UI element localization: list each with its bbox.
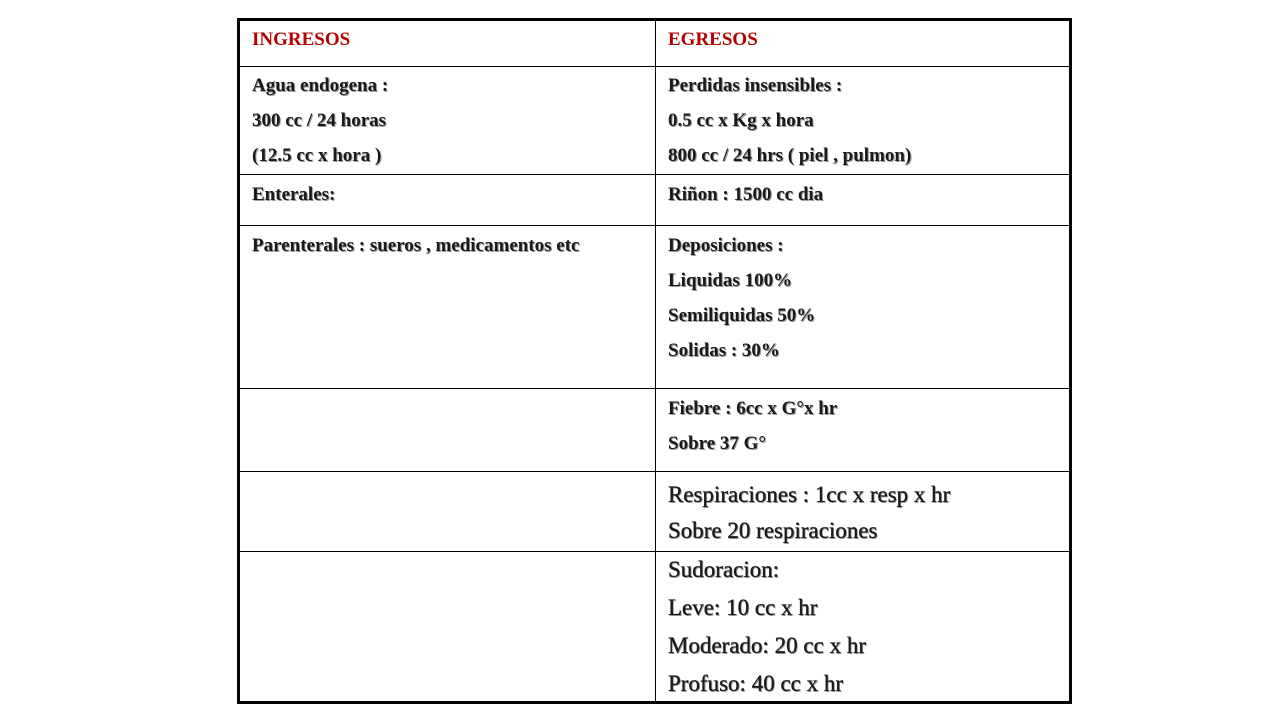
egresos-line: Sobre 20 respiraciones <box>668 518 878 543</box>
water-balance-table <box>237 18 1072 704</box>
ingresos-line: (12.5 cc x hora ) <box>252 145 382 166</box>
table-row <box>240 389 1069 472</box>
ingresos-cell <box>240 389 655 471</box>
table-header-row <box>240 21 1069 67</box>
egresos-line: Perdidas insensibles : <box>668 75 843 96</box>
egresos-line: Riñon : 1500 cc dia <box>668 184 824 205</box>
egresos-line: Profuso: 40 cc x hr <box>668 671 844 696</box>
egresos-cell <box>656 226 1069 388</box>
egresos-line: Semiliquidas 50% <box>668 305 816 326</box>
ingresos-cell <box>240 226 655 388</box>
egresos-line: Fiebre : 6cc x G°x hr <box>668 398 838 419</box>
egresos-cell <box>656 552 1069 701</box>
ingresos-line: Parenterales : sueros , medicamentos etc <box>252 235 580 256</box>
egresos-line: Moderado: 20 cc x hr <box>668 633 866 658</box>
table-row <box>240 226 1069 389</box>
egresos-line: Solidas : 30% <box>668 340 780 361</box>
header-cell-ingresos <box>240 21 655 66</box>
header-egresos: EGRESOS <box>668 29 758 50</box>
egresos-line: Leve: 10 cc x hr <box>668 595 818 620</box>
egresos-line: Deposiciones : <box>668 235 784 256</box>
ingresos-cell <box>240 67 655 174</box>
ingresos-line: Agua endogena : <box>252 75 389 96</box>
header-cell-egresos <box>656 21 1069 66</box>
egresos-cell <box>656 175 1069 225</box>
ingresos-cell <box>240 552 655 701</box>
egresos-line: Liquidas 100% <box>668 270 793 291</box>
egresos-line: 0.5 cc x Kg x hora <box>668 110 814 131</box>
egresos-cell <box>656 389 1069 471</box>
ingresos-line: Enterales: <box>252 184 336 205</box>
egresos-cell <box>656 67 1069 174</box>
egresos-line: 800 cc / 24 hrs ( piel , pulmon) <box>668 145 912 166</box>
table-row <box>240 472 1069 552</box>
table-row <box>240 552 1069 701</box>
ingresos-cell <box>240 175 655 225</box>
egresos-line: Sobre 37 G° <box>668 433 767 454</box>
egresos-cell <box>656 472 1069 551</box>
ingresos-cell <box>240 472 655 551</box>
egresos-line: Respiraciones : 1cc x resp x hr <box>668 482 951 507</box>
ingresos-line: 300 cc / 24 horas <box>252 110 387 131</box>
table-row <box>240 67 1069 175</box>
egresos-line: Sudoracion: <box>668 557 780 582</box>
header-ingresos: INGRESOS <box>252 29 351 50</box>
table-row <box>240 175 1069 226</box>
